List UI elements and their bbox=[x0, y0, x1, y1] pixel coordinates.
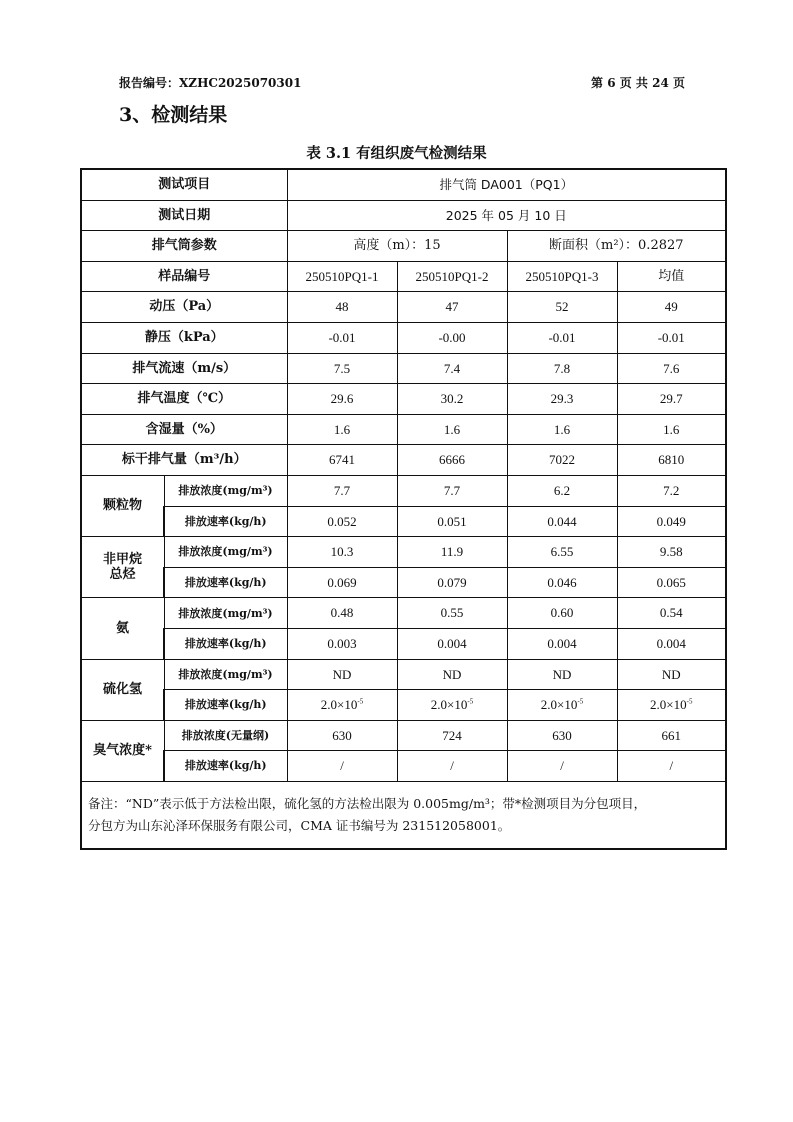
cell-value: 7.5 bbox=[287, 353, 397, 384]
pollutant-name: 硫化氢 bbox=[81, 659, 164, 720]
cell-value: / bbox=[617, 751, 726, 782]
sample-label: 样品编号 bbox=[81, 261, 287, 292]
stack-height: 高度（m）：15 bbox=[287, 231, 507, 262]
table-row bbox=[81, 384, 726, 415]
cell-value: 0.051 bbox=[397, 506, 507, 537]
cell-value: ND bbox=[507, 659, 617, 690]
table-row bbox=[81, 598, 726, 629]
cell-value: 0.044 bbox=[507, 506, 617, 537]
row-label: 动压（Pa） bbox=[81, 292, 287, 323]
cell-value bbox=[287, 690, 397, 721]
table-row bbox=[81, 445, 726, 476]
value-exponent: -5 bbox=[686, 697, 693, 706]
metric-label: 排放浓度(mg/m³) bbox=[164, 659, 287, 690]
date-value: 2025 年 05 月 10 日 bbox=[287, 200, 726, 231]
cell-value: 1.6 bbox=[507, 414, 617, 445]
cell-value: 630 bbox=[287, 720, 397, 751]
table-row bbox=[81, 781, 726, 849]
metric-label: 排放速率(kg/h) bbox=[164, 628, 287, 659]
cell-value: 1.6 bbox=[617, 414, 726, 445]
sample-id: 250510PQ1-2 bbox=[397, 261, 507, 292]
cell-value: 1.6 bbox=[397, 414, 507, 445]
table-row bbox=[81, 231, 726, 262]
cell-value: 0.004 bbox=[507, 628, 617, 659]
metric-label: 排放速率(kg/h) bbox=[164, 506, 287, 537]
cell-value bbox=[397, 690, 507, 721]
cell-value: ND bbox=[287, 659, 397, 690]
cell-value: 0.48 bbox=[287, 598, 397, 629]
table-row bbox=[81, 567, 726, 598]
metric-label: 排放浓度(mg/m³) bbox=[164, 598, 287, 629]
pollutant-name: 颗粒物 bbox=[81, 475, 164, 536]
page-info: 第 6 页 共 24 页 bbox=[591, 76, 685, 90]
table-row bbox=[81, 322, 726, 353]
row-label: 排气温度（℃） bbox=[81, 384, 287, 415]
cell-value: 30.2 bbox=[397, 384, 507, 415]
value-exponent: -5 bbox=[467, 697, 474, 706]
sample-mean-label: 均值 bbox=[617, 261, 726, 292]
report-number: 报告编号：XZHC2025070301 bbox=[119, 76, 302, 90]
pollutant-name-line2: 总烃 bbox=[109, 567, 136, 583]
table-note bbox=[81, 781, 726, 849]
cell-value: / bbox=[287, 751, 397, 782]
cell-value: -0.00 bbox=[397, 322, 507, 353]
cell-value: 6.55 bbox=[507, 537, 617, 568]
cell-value: 0.004 bbox=[617, 628, 726, 659]
row-label: 标干排气量（m³/h） bbox=[81, 445, 287, 476]
value-mantissa: 2.0×10 bbox=[320, 697, 358, 713]
section-title: 3、检测结果 bbox=[119, 104, 228, 126]
stack-area: 断面积（m²）：0.2827 bbox=[507, 231, 726, 262]
table-row bbox=[81, 261, 726, 292]
cell-value: 0.052 bbox=[287, 506, 397, 537]
cell-value: 7.6 bbox=[617, 353, 726, 384]
cell-value: 0.003 bbox=[287, 628, 397, 659]
cell-value: 7.2 bbox=[617, 475, 726, 506]
table-row bbox=[81, 628, 726, 659]
cell-value: 9.58 bbox=[617, 537, 726, 568]
cell-value: 0.079 bbox=[397, 567, 507, 598]
cell-value: 29.6 bbox=[287, 384, 397, 415]
cell-value: 7.7 bbox=[287, 475, 397, 506]
cell-value: 724 bbox=[397, 720, 507, 751]
pollutant-name: 氨 bbox=[81, 598, 164, 659]
cell-value: 49 bbox=[617, 292, 726, 323]
sample-id: 250510PQ1-1 bbox=[287, 261, 397, 292]
metric-label: 排放浓度(无量纲) bbox=[164, 720, 287, 751]
cell-value: 0.004 bbox=[397, 628, 507, 659]
table-row bbox=[81, 720, 726, 751]
metric-label: 排放速率(kg/h) bbox=[164, 690, 287, 721]
pollutant-name bbox=[81, 537, 164, 598]
table-row bbox=[81, 506, 726, 537]
cell-value: 0.55 bbox=[397, 598, 507, 629]
cell-value: 6666 bbox=[397, 445, 507, 476]
value-mantissa: 2.0×10 bbox=[430, 697, 468, 713]
table-row bbox=[81, 353, 726, 384]
table-row bbox=[81, 414, 726, 445]
table-row bbox=[81, 659, 726, 690]
test-item-value: 排气筒 DA001（PQ1） bbox=[287, 169, 726, 200]
table-title: 表 3.1 有组织废气检测结果 bbox=[306, 145, 487, 162]
cell-value: 47 bbox=[397, 292, 507, 323]
cell-value: / bbox=[507, 751, 617, 782]
row-label: 排气流速（m/s） bbox=[81, 353, 287, 384]
date-label: 测试日期 bbox=[81, 200, 287, 231]
cell-value: 6741 bbox=[287, 445, 397, 476]
row-label: 含湿量（%） bbox=[81, 414, 287, 445]
value-mantissa: 2.0×10 bbox=[650, 697, 687, 713]
cell-value: 661 bbox=[617, 720, 726, 751]
cell-value: 630 bbox=[507, 720, 617, 751]
test-item-label: 测试项目 bbox=[81, 169, 287, 200]
metric-label: 排放浓度(mg/m³) bbox=[164, 537, 287, 568]
cell-value: 6810 bbox=[617, 445, 726, 476]
table-row bbox=[81, 200, 726, 231]
table-row bbox=[81, 169, 726, 200]
value-mantissa: 2.0×10 bbox=[540, 697, 578, 713]
cell-value: 0.54 bbox=[617, 598, 726, 629]
metric-label: 排放速率(kg/h) bbox=[164, 567, 287, 598]
cell-value: 52 bbox=[507, 292, 617, 323]
note-line1: 备注：“ND”表示低于方法检出限，硫化氢的方法检出限为 0.005mg/m³；带*检测项目为分包项目， bbox=[88, 796, 647, 811]
metric-label: 排放速率(kg/h) bbox=[164, 751, 287, 782]
cell-value: 29.3 bbox=[507, 384, 617, 415]
cell-value: ND bbox=[617, 659, 726, 690]
pollutant-name: 臭气浓度* bbox=[81, 720, 164, 781]
cell-value: -0.01 bbox=[617, 322, 726, 353]
cell-value: 6.2 bbox=[507, 475, 617, 506]
table-row bbox=[81, 537, 726, 568]
row-label: 静压（kPa） bbox=[81, 322, 287, 353]
results-table bbox=[80, 168, 727, 850]
cell-value: 1.6 bbox=[287, 414, 397, 445]
cell-value: 48 bbox=[287, 292, 397, 323]
table-row bbox=[81, 292, 726, 323]
cell-value: 7.8 bbox=[507, 353, 617, 384]
cell-value: 0.046 bbox=[507, 567, 617, 598]
cell-value: 0.049 bbox=[617, 506, 726, 537]
note-line2: 分包方为山东沁泽环保服务有限公司，CMA 证书编号为 231512058001。 bbox=[88, 817, 511, 833]
cell-value: 10.3 bbox=[287, 537, 397, 568]
cell-value: 0.069 bbox=[287, 567, 397, 598]
table-row bbox=[81, 751, 726, 782]
cell-value: 7.7 bbox=[397, 475, 507, 506]
cell-value: 7022 bbox=[507, 445, 617, 476]
cell-value bbox=[507, 690, 617, 721]
cell-value: 0.60 bbox=[507, 598, 617, 629]
cell-value: -0.01 bbox=[507, 322, 617, 353]
cell-value: ND bbox=[397, 659, 507, 690]
cell-value: 29.7 bbox=[617, 384, 726, 415]
value-exponent: -5 bbox=[577, 697, 584, 706]
cell-value: 11.9 bbox=[397, 537, 507, 568]
cell-value: / bbox=[397, 751, 507, 782]
metric-label: 排放浓度(mg/m³) bbox=[164, 475, 287, 506]
cell-value bbox=[617, 690, 726, 721]
table-row bbox=[81, 475, 726, 506]
table-row bbox=[81, 690, 726, 721]
cell-value: 7.4 bbox=[397, 353, 507, 384]
pollutant-name-line1: 非甲烷 bbox=[102, 551, 142, 567]
cell-value: 0.065 bbox=[617, 567, 726, 598]
stack-param-label: 排气筒参数 bbox=[81, 231, 287, 262]
sample-id: 250510PQ1-3 bbox=[507, 261, 617, 292]
value-exponent: -5 bbox=[357, 697, 364, 706]
cell-value: -0.01 bbox=[287, 322, 397, 353]
